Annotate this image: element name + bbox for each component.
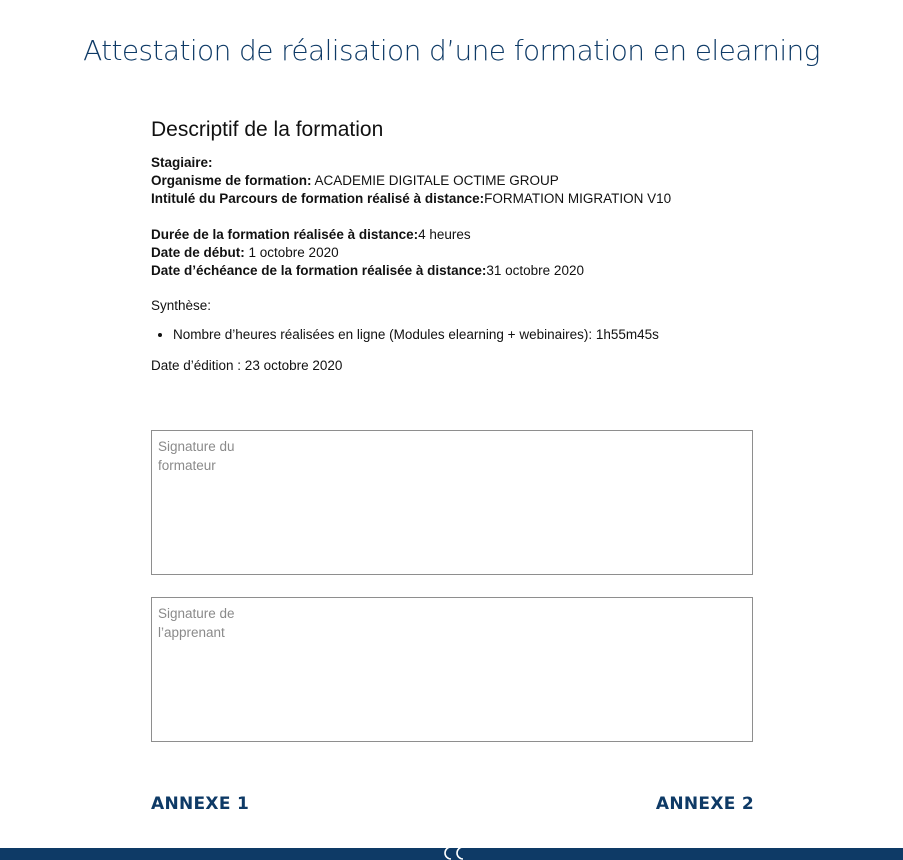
organisme-value: ACADEMIE DIGITALE OCTIME GROUP: [311, 173, 559, 188]
section-heading: Descriptif de la formation: [151, 118, 384, 141]
intitule-label: Intitulé du Parcours de formation réalisé à distance:: [151, 191, 485, 206]
footer-bar: [0, 848, 903, 860]
date-debut-row: [151, 244, 755, 262]
intitule-value: FORMATION MIGRATION V10: [484, 191, 672, 206]
spacer: [151, 280, 755, 294]
annexe-2-link[interactable]: ANNEXE 2: [655, 794, 754, 814]
spacer: [151, 208, 755, 226]
date-echeance-row: [151, 262, 755, 280]
annexe-1-link[interactable]: ANNEXE 1: [151, 794, 250, 814]
intitule-row: [151, 190, 755, 208]
date-debut-value: 1 octobre 2020: [244, 245, 339, 260]
organisme-label: Organisme de formation:: [151, 173, 312, 188]
duree-value: 4 heures: [418, 227, 471, 242]
synthese-list: [151, 327, 755, 342]
signature-apprenant-box[interactable]: [151, 597, 753, 742]
stagiaire-label: Stagiaire:: [151, 155, 213, 170]
synthese-label: Synthèse:: [151, 298, 212, 313]
octime-logo-icon: [440, 848, 466, 860]
duree-row: [151, 226, 755, 244]
duree-label: Durée de la formation réalisée à distance:: [151, 227, 419, 242]
date-debut-label: Date de début:: [151, 245, 245, 260]
descriptif-section: [151, 118, 755, 373]
stagiaire-row: [151, 154, 755, 172]
list-item: • Nombre d’heures réalisées en ligne (Modules elearning + webinaires): 1h55m45s: [173, 327, 755, 342]
page-title: Attestation de réalisation d’une formation en elearning: [83, 34, 820, 67]
date-echeance-label: Date d’échéance de la formation réalisée à distance:: [151, 263, 487, 278]
signature-formateur-box[interactable]: [151, 430, 753, 575]
date-echeance-value: 31 octobre 2020: [486, 263, 584, 278]
signature-formateur-label: Signature du formateur: [158, 439, 235, 473]
date-edition: Date d’édition : 23 octobre 2020: [151, 358, 343, 373]
organisme-row: [151, 172, 755, 190]
signature-apprenant-label: Signature de l’apprenant: [158, 606, 235, 640]
